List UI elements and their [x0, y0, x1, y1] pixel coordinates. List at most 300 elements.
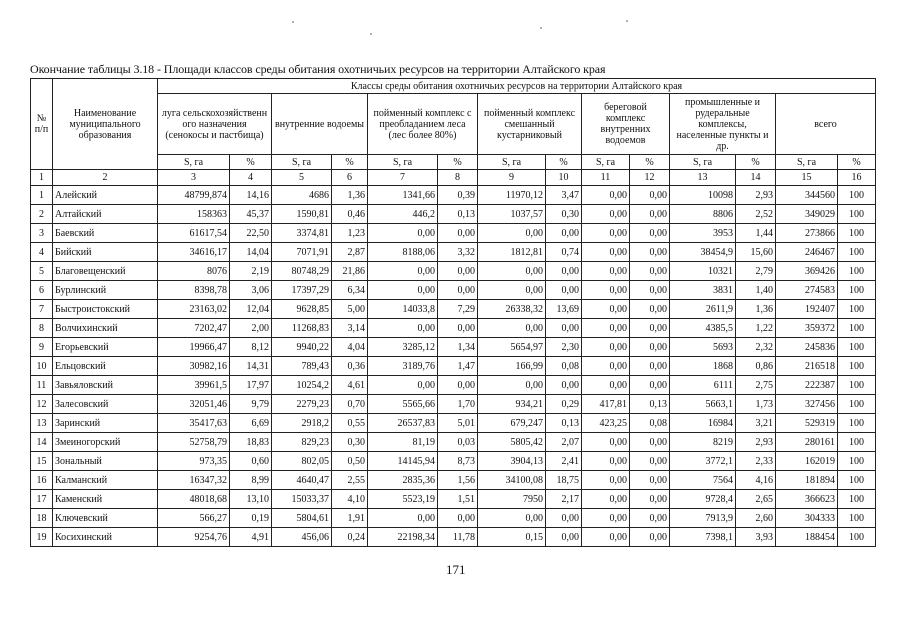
- shoreline-area-cell: 0,00: [582, 281, 630, 300]
- inland-water-pct-cell: 0,24: [332, 528, 368, 547]
- inland-water-area-cell: 4686: [272, 186, 332, 205]
- row-number-cell: 4: [31, 243, 53, 262]
- inland-water-area-cell: 802,05: [272, 452, 332, 471]
- floodplain-shrub-pct-cell: 3,47: [546, 186, 582, 205]
- row-number-cell: 3: [31, 224, 53, 243]
- meadows-area-cell: 39961,5: [158, 376, 230, 395]
- floodplain-forest-area-cell: 1341,66: [368, 186, 438, 205]
- shoreline-pct-cell: 0,00: [630, 509, 670, 528]
- floodplain-forest-pct-cell: 0,03: [438, 433, 478, 452]
- municipality-name-cell: Завьяловский: [53, 376, 158, 395]
- header-unit-s: S, га: [670, 155, 736, 170]
- habitat-area-table: [30, 78, 876, 547]
- inland-water-area-cell: 9628,85: [272, 300, 332, 319]
- industrial-area-cell: 7564: [670, 471, 736, 490]
- floodplain-forest-pct-cell: 8,73: [438, 452, 478, 471]
- header-municipality: Наименование муниципального образования: [53, 79, 158, 170]
- row-number-cell: 1: [31, 186, 53, 205]
- meadows-area-cell: 32051,46: [158, 395, 230, 414]
- header-class-shoreline: береговой комплекс внутренних водоемов: [582, 94, 670, 155]
- meadows-pct-cell: 9,79: [230, 395, 272, 414]
- floodplain-forest-pct-cell: 11,78: [438, 528, 478, 547]
- total-pct-cell: 100: [838, 243, 876, 262]
- meadows-pct-cell: 6,69: [230, 414, 272, 433]
- shoreline-pct-cell: 0,08: [630, 414, 670, 433]
- row-number-cell: 10: [31, 357, 53, 376]
- municipality-name-cell: Бурлинский: [53, 281, 158, 300]
- table-row: [31, 490, 876, 509]
- industrial-pct-cell: 1,73: [736, 395, 776, 414]
- table-row: [31, 528, 876, 547]
- industrial-pct-cell: 2,93: [736, 433, 776, 452]
- floodplain-forest-area-cell: 5565,66: [368, 395, 438, 414]
- floodplain-shrub-area-cell: 0,00: [478, 319, 546, 338]
- header-unit-pct: %: [230, 155, 272, 170]
- shoreline-pct-cell: 0,00: [630, 376, 670, 395]
- column-number: 3: [158, 170, 230, 186]
- meadows-pct-cell: 2,00: [230, 319, 272, 338]
- industrial-pct-cell: 4,16: [736, 471, 776, 490]
- total-area-cell: 327456: [776, 395, 838, 414]
- municipality-name-cell: Волчихинский: [53, 319, 158, 338]
- total-pct-cell: 100: [838, 395, 876, 414]
- floodplain-forest-pct-cell: 1,56: [438, 471, 478, 490]
- industrial-area-cell: 8806: [670, 205, 736, 224]
- floodplain-shrub-area-cell: 7950: [478, 490, 546, 509]
- floodplain-shrub-area-cell: 0,00: [478, 509, 546, 528]
- inland-water-area-cell: 80748,29: [272, 262, 332, 281]
- shoreline-area-cell: 0,00: [582, 300, 630, 319]
- floodplain-forest-pct-cell: 1,34: [438, 338, 478, 357]
- shoreline-pct-cell: 0,00: [630, 338, 670, 357]
- table-row: [31, 243, 876, 262]
- industrial-pct-cell: 2,79: [736, 262, 776, 281]
- inland-water-area-cell: 456,06: [272, 528, 332, 547]
- total-pct-cell: 100: [838, 471, 876, 490]
- row-number-cell: 16: [31, 471, 53, 490]
- total-area-cell: 344560: [776, 186, 838, 205]
- floodplain-shrub-pct-cell: 2,17: [546, 490, 582, 509]
- floodplain-forest-area-cell: 0,00: [368, 319, 438, 338]
- meadows-pct-cell: 3,06: [230, 281, 272, 300]
- floodplain-shrub-area-cell: 0,15: [478, 528, 546, 547]
- floodplain-shrub-area-cell: 3904,13: [478, 452, 546, 471]
- inland-water-pct-cell: 3,14: [332, 319, 368, 338]
- header-class-industrial: промышленные и рудеральные комплексы, населенные пункты и др.: [670, 94, 776, 155]
- meadows-pct-cell: 18,83: [230, 433, 272, 452]
- table-caption: Окончание таблицы 3.18 - Площади классов среды обитания охотничьих ресурсов на территории Алтайского края: [30, 62, 606, 76]
- floodplain-shrub-pct-cell: 0,29: [546, 395, 582, 414]
- table-row: [31, 509, 876, 528]
- column-number: 2: [53, 170, 158, 186]
- floodplain-shrub-area-cell: 5654,97: [478, 338, 546, 357]
- inland-water-pct-cell: 0,46: [332, 205, 368, 224]
- industrial-area-cell: 7398,1: [670, 528, 736, 547]
- total-pct-cell: 100: [838, 319, 876, 338]
- floodplain-shrub-area-cell: 11970,12: [478, 186, 546, 205]
- total-area-cell: 274583: [776, 281, 838, 300]
- row-number-cell: 19: [31, 528, 53, 547]
- industrial-area-cell: 3831: [670, 281, 736, 300]
- industrial-pct-cell: 2,65: [736, 490, 776, 509]
- inland-water-area-cell: 3374,81: [272, 224, 332, 243]
- industrial-area-cell: 7913,9: [670, 509, 736, 528]
- industrial-area-cell: 38454,9: [670, 243, 736, 262]
- meadows-area-cell: 34616,17: [158, 243, 230, 262]
- total-area-cell: 359372: [776, 319, 838, 338]
- floodplain-forest-area-cell: 0,00: [368, 224, 438, 243]
- floodplain-shrub-area-cell: 1812,81: [478, 243, 546, 262]
- floodplain-shrub-pct-cell: 0,08: [546, 357, 582, 376]
- total-pct-cell: 100: [838, 490, 876, 509]
- column-number: 9: [478, 170, 546, 186]
- table-row: [31, 433, 876, 452]
- row-number-cell: 14: [31, 433, 53, 452]
- header-unit-pct: %: [438, 155, 478, 170]
- municipality-name-cell: Алейский: [53, 186, 158, 205]
- floodplain-shrub-area-cell: 0,00: [478, 376, 546, 395]
- municipality-name-cell: Заринский: [53, 414, 158, 433]
- total-area-cell: 162019: [776, 452, 838, 471]
- header-unit-pct: %: [838, 155, 876, 170]
- total-area-cell: 222387: [776, 376, 838, 395]
- floodplain-forest-pct-cell: 0,00: [438, 376, 478, 395]
- inland-water-pct-cell: 1,91: [332, 509, 368, 528]
- industrial-pct-cell: 1,40: [736, 281, 776, 300]
- meadows-area-cell: 61617,54: [158, 224, 230, 243]
- inland-water-area-cell: 15033,37: [272, 490, 332, 509]
- shoreline-pct-cell: 0,00: [630, 243, 670, 262]
- column-number: 11: [582, 170, 630, 186]
- municipality-name-cell: Калманский: [53, 471, 158, 490]
- total-area-cell: 304333: [776, 509, 838, 528]
- floodplain-forest-pct-cell: 7,29: [438, 300, 478, 319]
- header-unit-pct: %: [630, 155, 670, 170]
- shoreline-area-cell: 0,00: [582, 452, 630, 471]
- inland-water-area-cell: 829,23: [272, 433, 332, 452]
- industrial-pct-cell: 3,93: [736, 528, 776, 547]
- table-row: [31, 357, 876, 376]
- scan-speck: [540, 27, 542, 29]
- meadows-pct-cell: 14,04: [230, 243, 272, 262]
- total-area-cell: 280161: [776, 433, 838, 452]
- total-pct-cell: 100: [838, 433, 876, 452]
- header-unit-pct: %: [546, 155, 582, 170]
- floodplain-shrub-area-cell: 0,00: [478, 262, 546, 281]
- meadows-area-cell: 8398,78: [158, 281, 230, 300]
- floodplain-shrub-pct-cell: 0,00: [546, 376, 582, 395]
- floodplain-forest-area-cell: 0,00: [368, 262, 438, 281]
- header-group-title: Классы среды обитания охотничьих ресурсов на территории Алтайского края: [158, 79, 876, 94]
- floodplain-forest-area-cell: 22198,34: [368, 528, 438, 547]
- floodplain-shrub-pct-cell: 2,41: [546, 452, 582, 471]
- header-class-floodplain-shrub: пойменный комплекс смешанный кустарниковый: [478, 94, 582, 155]
- municipality-name-cell: Каменский: [53, 490, 158, 509]
- total-pct-cell: 100: [838, 281, 876, 300]
- column-number: 7: [368, 170, 438, 186]
- industrial-pct-cell: 2,52: [736, 205, 776, 224]
- shoreline-pct-cell: 0,13: [630, 395, 670, 414]
- inland-water-pct-cell: 4,61: [332, 376, 368, 395]
- total-area-cell: 366623: [776, 490, 838, 509]
- header-unit-pct: %: [736, 155, 776, 170]
- shoreline-pct-cell: 0,00: [630, 186, 670, 205]
- column-number: 6: [332, 170, 368, 186]
- header-class-total: всего: [776, 94, 876, 155]
- total-pct-cell: 100: [838, 357, 876, 376]
- industrial-area-cell: 8219: [670, 433, 736, 452]
- row-number-cell: 12: [31, 395, 53, 414]
- column-number: 1: [31, 170, 53, 186]
- floodplain-shrub-pct-cell: 2,30: [546, 338, 582, 357]
- table-row: [31, 395, 876, 414]
- floodplain-shrub-area-cell: 34100,08: [478, 471, 546, 490]
- floodplain-forest-pct-cell: 0,00: [438, 224, 478, 243]
- total-pct-cell: 100: [838, 376, 876, 395]
- floodplain-shrub-pct-cell: 13,69: [546, 300, 582, 319]
- industrial-area-cell: 5663,1: [670, 395, 736, 414]
- total-area-cell: 181894: [776, 471, 838, 490]
- floodplain-forest-area-cell: 14145,94: [368, 452, 438, 471]
- meadows-area-cell: 566,27: [158, 509, 230, 528]
- industrial-pct-cell: 1,36: [736, 300, 776, 319]
- header-unit-s: S, га: [368, 155, 438, 170]
- shoreline-pct-cell: 0,00: [630, 319, 670, 338]
- floodplain-forest-area-cell: 3285,12: [368, 338, 438, 357]
- total-area-cell: 246467: [776, 243, 838, 262]
- table-row: [31, 186, 876, 205]
- header-num: № п/п: [31, 79, 53, 170]
- header-class-floodplain-forest: пойменный комплекс с преобладанием леса (лес более 80%): [368, 94, 478, 155]
- inland-water-pct-cell: 21,86: [332, 262, 368, 281]
- total-pct-cell: 100: [838, 452, 876, 471]
- shoreline-pct-cell: 0,00: [630, 205, 670, 224]
- municipality-name-cell: Ключевский: [53, 509, 158, 528]
- total-area-cell: 529319: [776, 414, 838, 433]
- floodplain-forest-pct-cell: 0,00: [438, 509, 478, 528]
- meadows-area-cell: 23163,02: [158, 300, 230, 319]
- header-unit-s: S, га: [478, 155, 546, 170]
- industrial-area-cell: 1868: [670, 357, 736, 376]
- meadows-area-cell: 16347,32: [158, 471, 230, 490]
- floodplain-forest-area-cell: 81,19: [368, 433, 438, 452]
- column-number-row: [31, 170, 876, 186]
- meadows-pct-cell: 12,04: [230, 300, 272, 319]
- shoreline-area-cell: 0,00: [582, 224, 630, 243]
- floodplain-forest-pct-cell: 0,13: [438, 205, 478, 224]
- total-pct-cell: 100: [838, 205, 876, 224]
- row-number-cell: 17: [31, 490, 53, 509]
- shoreline-area-cell: 0,00: [582, 490, 630, 509]
- column-number: 5: [272, 170, 332, 186]
- meadows-pct-cell: 2,19: [230, 262, 272, 281]
- total-pct-cell: 100: [838, 528, 876, 547]
- floodplain-forest-pct-cell: 3,32: [438, 243, 478, 262]
- total-pct-cell: 100: [838, 300, 876, 319]
- header-unit-s: S, га: [776, 155, 838, 170]
- header-unit-s: S, га: [272, 155, 332, 170]
- table-row: [31, 471, 876, 490]
- shoreline-pct-cell: 0,00: [630, 300, 670, 319]
- meadows-area-cell: 973,35: [158, 452, 230, 471]
- column-number: 8: [438, 170, 478, 186]
- meadows-pct-cell: 8,12: [230, 338, 272, 357]
- municipality-name-cell: Зональный: [53, 452, 158, 471]
- header-class-inland-water: внутренние водоемы: [272, 94, 368, 155]
- industrial-pct-cell: 2,93: [736, 186, 776, 205]
- total-pct-cell: 100: [838, 509, 876, 528]
- shoreline-pct-cell: 0,00: [630, 357, 670, 376]
- industrial-pct-cell: 0,86: [736, 357, 776, 376]
- shoreline-area-cell: 0,00: [582, 319, 630, 338]
- municipality-name-cell: Благовещенский: [53, 262, 158, 281]
- floodplain-shrub-area-cell: 0,00: [478, 281, 546, 300]
- floodplain-shrub-area-cell: 1037,57: [478, 205, 546, 224]
- meadows-area-cell: 19966,47: [158, 338, 230, 357]
- industrial-area-cell: 16984: [670, 414, 736, 433]
- shoreline-area-cell: 0,00: [582, 471, 630, 490]
- scan-speck: [292, 21, 294, 23]
- row-number-cell: 8: [31, 319, 53, 338]
- meadows-area-cell: 52758,79: [158, 433, 230, 452]
- total-pct-cell: 100: [838, 262, 876, 281]
- inland-water-pct-cell: 0,55: [332, 414, 368, 433]
- inland-water-pct-cell: 4,04: [332, 338, 368, 357]
- header-unit-pct: %: [332, 155, 368, 170]
- inland-water-area-cell: 9940,22: [272, 338, 332, 357]
- scan-speck: [370, 33, 372, 35]
- inland-water-area-cell: 2918,2: [272, 414, 332, 433]
- floodplain-shrub-area-cell: 679,247: [478, 414, 546, 433]
- shoreline-area-cell: 0,00: [582, 338, 630, 357]
- municipality-name-cell: Ельцовский: [53, 357, 158, 376]
- inland-water-area-cell: 5804,61: [272, 509, 332, 528]
- meadows-area-cell: 48799,874: [158, 186, 230, 205]
- meadows-pct-cell: 0,60: [230, 452, 272, 471]
- meadows-pct-cell: 13,10: [230, 490, 272, 509]
- table-row: [31, 205, 876, 224]
- floodplain-forest-pct-cell: 0,00: [438, 319, 478, 338]
- inland-water-area-cell: 10254,2: [272, 376, 332, 395]
- industrial-pct-cell: 2,75: [736, 376, 776, 395]
- column-number: 10: [546, 170, 582, 186]
- table-row: [31, 281, 876, 300]
- inland-water-area-cell: 7071,91: [272, 243, 332, 262]
- meadows-area-cell: 35417,63: [158, 414, 230, 433]
- table-row: [31, 414, 876, 433]
- meadows-area-cell: 9254,76: [158, 528, 230, 547]
- meadows-pct-cell: 14,31: [230, 357, 272, 376]
- shoreline-area-cell: 0,00: [582, 376, 630, 395]
- inland-water-pct-cell: 0,50: [332, 452, 368, 471]
- floodplain-forest-area-cell: 3189,76: [368, 357, 438, 376]
- header-class-meadows: луга сельскохозяйственн ого назначения (сенокосы и пастбища): [158, 94, 272, 155]
- row-number-cell: 7: [31, 300, 53, 319]
- floodplain-shrub-pct-cell: 2,07: [546, 433, 582, 452]
- total-pct-cell: 100: [838, 414, 876, 433]
- industrial-area-cell: 6111: [670, 376, 736, 395]
- column-number: 13: [670, 170, 736, 186]
- shoreline-area-cell: 0,00: [582, 433, 630, 452]
- row-number-cell: 18: [31, 509, 53, 528]
- shoreline-area-cell: 0,00: [582, 262, 630, 281]
- industrial-pct-cell: 3,21: [736, 414, 776, 433]
- column-number: 12: [630, 170, 670, 186]
- inland-water-area-cell: 17397,29: [272, 281, 332, 300]
- shoreline-pct-cell: 0,00: [630, 490, 670, 509]
- table-row: [31, 224, 876, 243]
- floodplain-shrub-area-cell: 166,99: [478, 357, 546, 376]
- inland-water-pct-cell: 1,36: [332, 186, 368, 205]
- shoreline-pct-cell: 0,00: [630, 262, 670, 281]
- municipality-name-cell: Егорьевский: [53, 338, 158, 357]
- inland-water-area-cell: 4640,47: [272, 471, 332, 490]
- floodplain-shrub-pct-cell: 0,00: [546, 281, 582, 300]
- floodplain-shrub-area-cell: 26338,32: [478, 300, 546, 319]
- inland-water-pct-cell: 0,70: [332, 395, 368, 414]
- row-number-cell: 11: [31, 376, 53, 395]
- column-number: 4: [230, 170, 272, 186]
- industrial-area-cell: 2611,9: [670, 300, 736, 319]
- row-number-cell: 6: [31, 281, 53, 300]
- inland-water-pct-cell: 2,87: [332, 243, 368, 262]
- inland-water-pct-cell: 0,36: [332, 357, 368, 376]
- shoreline-area-cell: 417,81: [582, 395, 630, 414]
- shoreline-pct-cell: 0,00: [630, 433, 670, 452]
- floodplain-shrub-pct-cell: 0,00: [546, 319, 582, 338]
- column-number: 14: [736, 170, 776, 186]
- industrial-pct-cell: 2,33: [736, 452, 776, 471]
- total-area-cell: 349029: [776, 205, 838, 224]
- row-number-cell: 15: [31, 452, 53, 471]
- column-number: 16: [838, 170, 876, 186]
- floodplain-shrub-pct-cell: 0,00: [546, 509, 582, 528]
- floodplain-shrub-area-cell: 934,21: [478, 395, 546, 414]
- floodplain-shrub-pct-cell: 0,74: [546, 243, 582, 262]
- shoreline-area-cell: 423,25: [582, 414, 630, 433]
- meadows-pct-cell: 4,91: [230, 528, 272, 547]
- header-unit-s: S, га: [158, 155, 230, 170]
- meadows-area-cell: 7202,47: [158, 319, 230, 338]
- shoreline-pct-cell: 0,00: [630, 528, 670, 547]
- row-number-cell: 9: [31, 338, 53, 357]
- floodplain-forest-area-cell: 5523,19: [368, 490, 438, 509]
- shoreline-pct-cell: 0,00: [630, 452, 670, 471]
- shoreline-area-cell: 0,00: [582, 205, 630, 224]
- row-number-cell: 2: [31, 205, 53, 224]
- floodplain-forest-pct-cell: 1,70: [438, 395, 478, 414]
- inland-water-pct-cell: 6,34: [332, 281, 368, 300]
- total-pct-cell: 100: [838, 338, 876, 357]
- meadows-area-cell: 158363: [158, 205, 230, 224]
- total-area-cell: 369426: [776, 262, 838, 281]
- floodplain-forest-area-cell: 2835,36: [368, 471, 438, 490]
- inland-water-area-cell: 789,43: [272, 357, 332, 376]
- industrial-pct-cell: 15,60: [736, 243, 776, 262]
- floodplain-forest-area-cell: 0,00: [368, 281, 438, 300]
- table-row: [31, 452, 876, 471]
- page-number: 171: [446, 562, 466, 577]
- floodplain-forest-area-cell: 8188,06: [368, 243, 438, 262]
- industrial-area-cell: 10321: [670, 262, 736, 281]
- municipality-name-cell: Быстроистокский: [53, 300, 158, 319]
- floodplain-shrub-pct-cell: 0,00: [546, 528, 582, 547]
- floodplain-shrub-area-cell: 5805,42: [478, 433, 546, 452]
- shoreline-area-cell: 0,00: [582, 528, 630, 547]
- floodplain-forest-area-cell: 0,00: [368, 509, 438, 528]
- table-row: [31, 376, 876, 395]
- total-pct-cell: 100: [838, 186, 876, 205]
